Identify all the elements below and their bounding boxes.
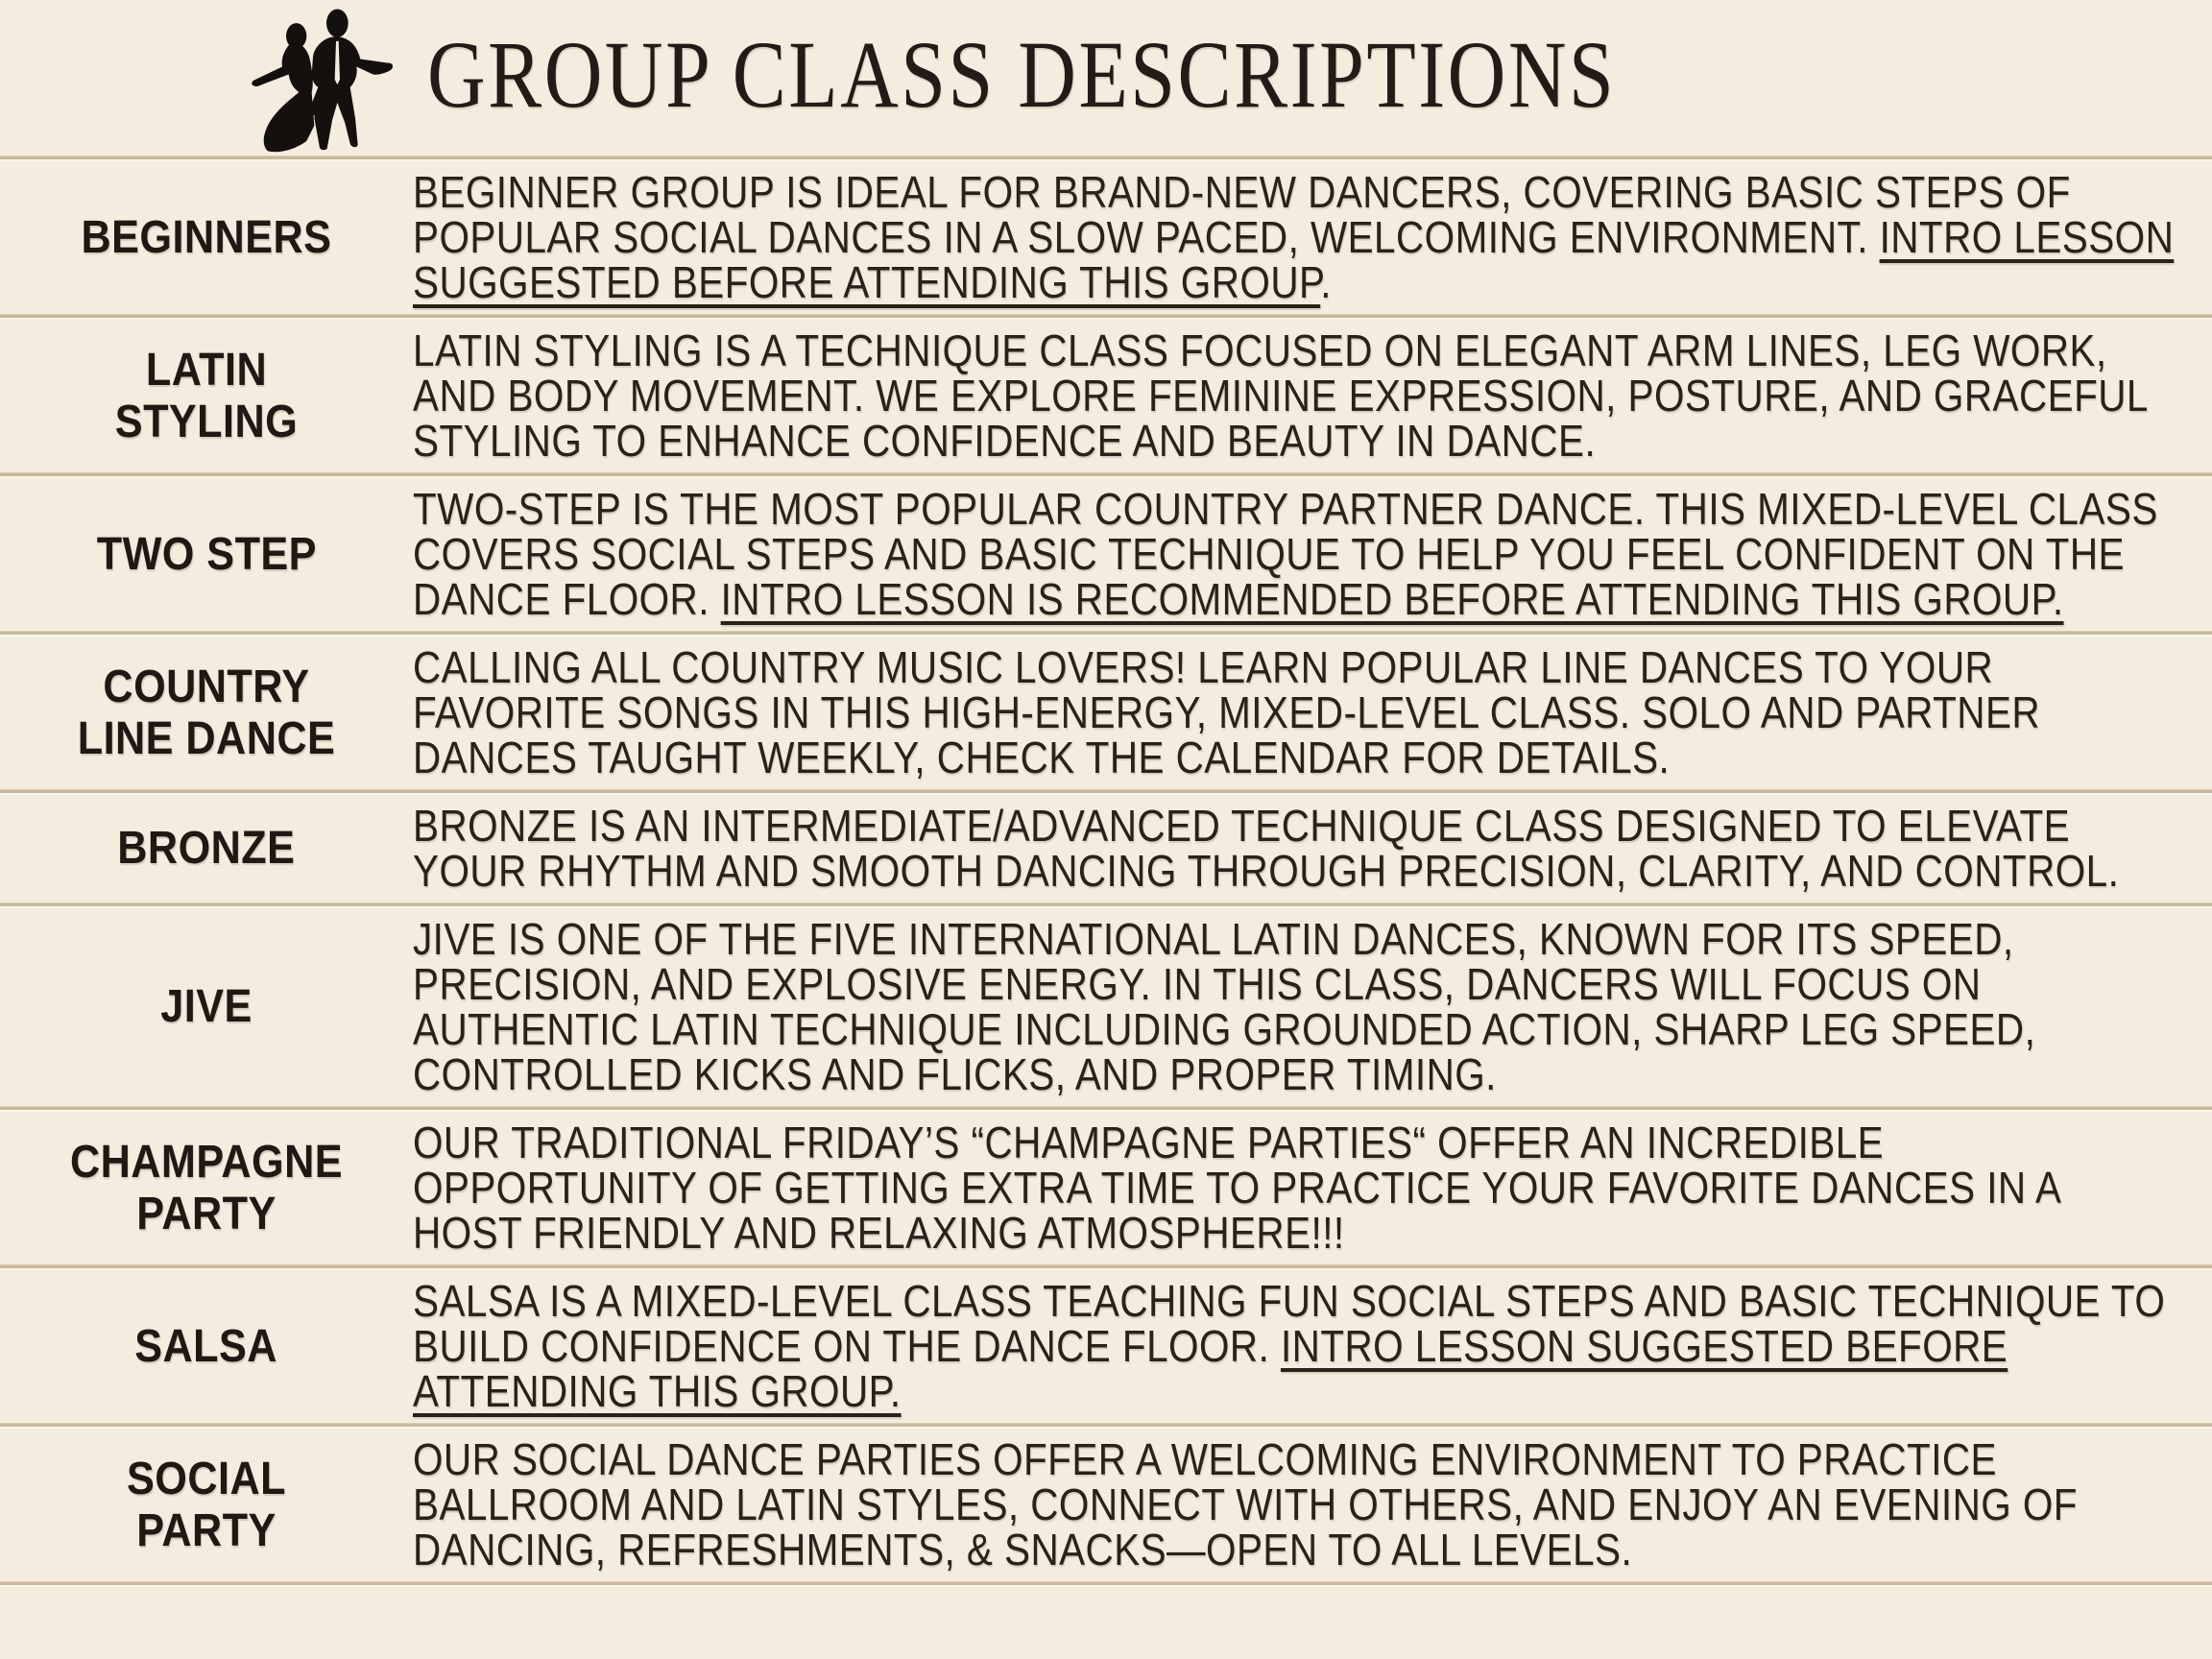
description-text: BEGINNER GROUP IS IDEAL FOR BRAND-NEW DANCERS, COVERING BASIC STEPS OF POPULAR SOCIAL DANCES IN A SLOW PACED, WELCOMING ENVIRONMENT.: [413, 167, 2071, 262]
description-text: CALLING ALL COUNTRY MUSIC LOVERS! LEARN POPULAR LINE DANCES TO YOUR FAVORITE SONGS IN THIS HIGH-ENERGY, MIXED-LEVEL CLASS. SOLO AND PARTNER DANCES TAUGHT WEEKLY, CHECK THE CALENDAR FOR DETAILS.: [413, 642, 2041, 782]
class-name: JIVE: [160, 981, 252, 1032]
description-text: BRONZE IS AN INTERMEDIATE/ADVANCED TECHNIQUE CLASS DESIGNED TO ELEVATE YOUR RHYTHM AND SMOOTH DANCING THROUGH PRECISION, CLARITY, AND CONTROL.: [413, 801, 2120, 896]
class-row: [0, 908, 2212, 1106]
description-text: LATIN STYLING IS A TECHNIQUE CLASS FOCUSED ON ELEGANT ARM LINES, LEG WORK, AND BODY MOVEMENT. WE EXPLORE FEMININE EXPRESSION, POSTURE, AND GRACEFUL STYLING TO ENHANCE CONFIDENCE AND BEAUTY IN DANCE.: [413, 325, 2148, 466]
class-row: [0, 1270, 2212, 1423]
dancing-couple-icon: [248, 8, 401, 156]
class-name: TWO STEP: [96, 528, 317, 580]
class-description: [413, 795, 2175, 902]
class-name: BEGINNERS: [81, 211, 332, 263]
row-divider: [0, 1581, 2212, 1587]
class-row: [0, 795, 2212, 902]
underlined-note: INTRO LESSON SUGGESTED BEFORE ATTENDING THIS GROUP: [413, 212, 2175, 307]
page-title: GROUP CLASS DESCRIPTIONS: [427, 21, 1617, 128]
underlined-note: INTRO LESSON SUGGESTED BEFORE ATTENDING THIS GROUP.: [413, 1321, 2008, 1416]
class-description: [413, 1429, 2175, 1581]
class-row: [0, 161, 2212, 314]
class-name: CHAMPAGNE PARTY: [69, 1136, 344, 1239]
class-name: COUNTRY LINE DANCE: [77, 661, 336, 764]
underlined-note: INTRO LESSON IS RECOMMENDED BEFORE ATTENDING THIS GROUP.: [720, 574, 2064, 624]
class-description: [413, 637, 2175, 789]
class-name: SOCIAL PARTY: [127, 1453, 286, 1556]
class-name: BRONZE: [117, 823, 296, 874]
header: [0, 0, 2212, 156]
class-row: [0, 478, 2212, 631]
class-table: [0, 156, 2212, 1587]
class-description: [413, 320, 2175, 472]
class-row: [0, 320, 2212, 472]
class-name: SALSA: [134, 1320, 278, 1372]
description-text: OUR SOCIAL DANCE PARTIES OFFER A WELCOMING ENVIRONMENT TO PRACTICE BALLROOM AND LATIN STYLES, CONNECT WITH OTHERS, AND ENJOY AN EVENING OF DANCING, REFRESHMENTS, & SNACKS—OPEN TO ALL LEVELS.: [413, 1434, 2078, 1575]
class-description: [413, 478, 2175, 631]
class-description: [413, 161, 2175, 314]
description-text: OUR TRADITIONAL FRIDAY’S “CHAMPAGNE PARTIES“ OFFER AN INCREDIBLE OPPORTUNITY OF GETTING EXTRA TIME TO PRACTICE YOUR FAVORITE DANCES IN A HOST FRIENDLY AND RELAXING ATMOSPHERE!!!: [413, 1118, 2060, 1258]
class-description: [413, 1112, 2175, 1264]
class-row: [0, 1112, 2212, 1264]
class-description: [413, 1270, 2175, 1423]
description-text: SALSA IS A MIXED-LEVEL CLASS TEACHING FUN SOCIAL STEPS AND BASIC TECHNIQUE TO BUILD CONFIDENCE ON THE DANCE FLOOR.: [413, 1276, 2166, 1371]
class-description: [413, 908, 2175, 1106]
class-name: LATIN STYLING: [114, 344, 299, 447]
class-row: [0, 1429, 2212, 1581]
description-text: TWO-STEP IS THE MOST POPULAR COUNTRY PARTNER DANCE. THIS MIXED-LEVEL CLASS COVERS SOCIAL STEPS AND BASIC TECHNIQUE TO HELP YOU FEEL CONFIDENT ON THE DANCE FLOOR.: [413, 484, 2158, 624]
description-text: JIVE IS ONE OF THE FIVE INTERNATIONAL LATIN DANCES, KNOWN FOR ITS SPEED, PRECISION, AND EXPLOSIVE ENERGY. IN THIS CLASS, DANCERS WILL FOCUS ON AUTHENTIC LATIN TECHNIQUE INCLUDING GROUNDED ACTION, SHARP LEG SPEED, CONTROLLED KICKS AND FLICKS, AND PROPER TIMING.: [413, 914, 2036, 1099]
description-text: .: [1320, 257, 1332, 307]
class-row: [0, 637, 2212, 789]
